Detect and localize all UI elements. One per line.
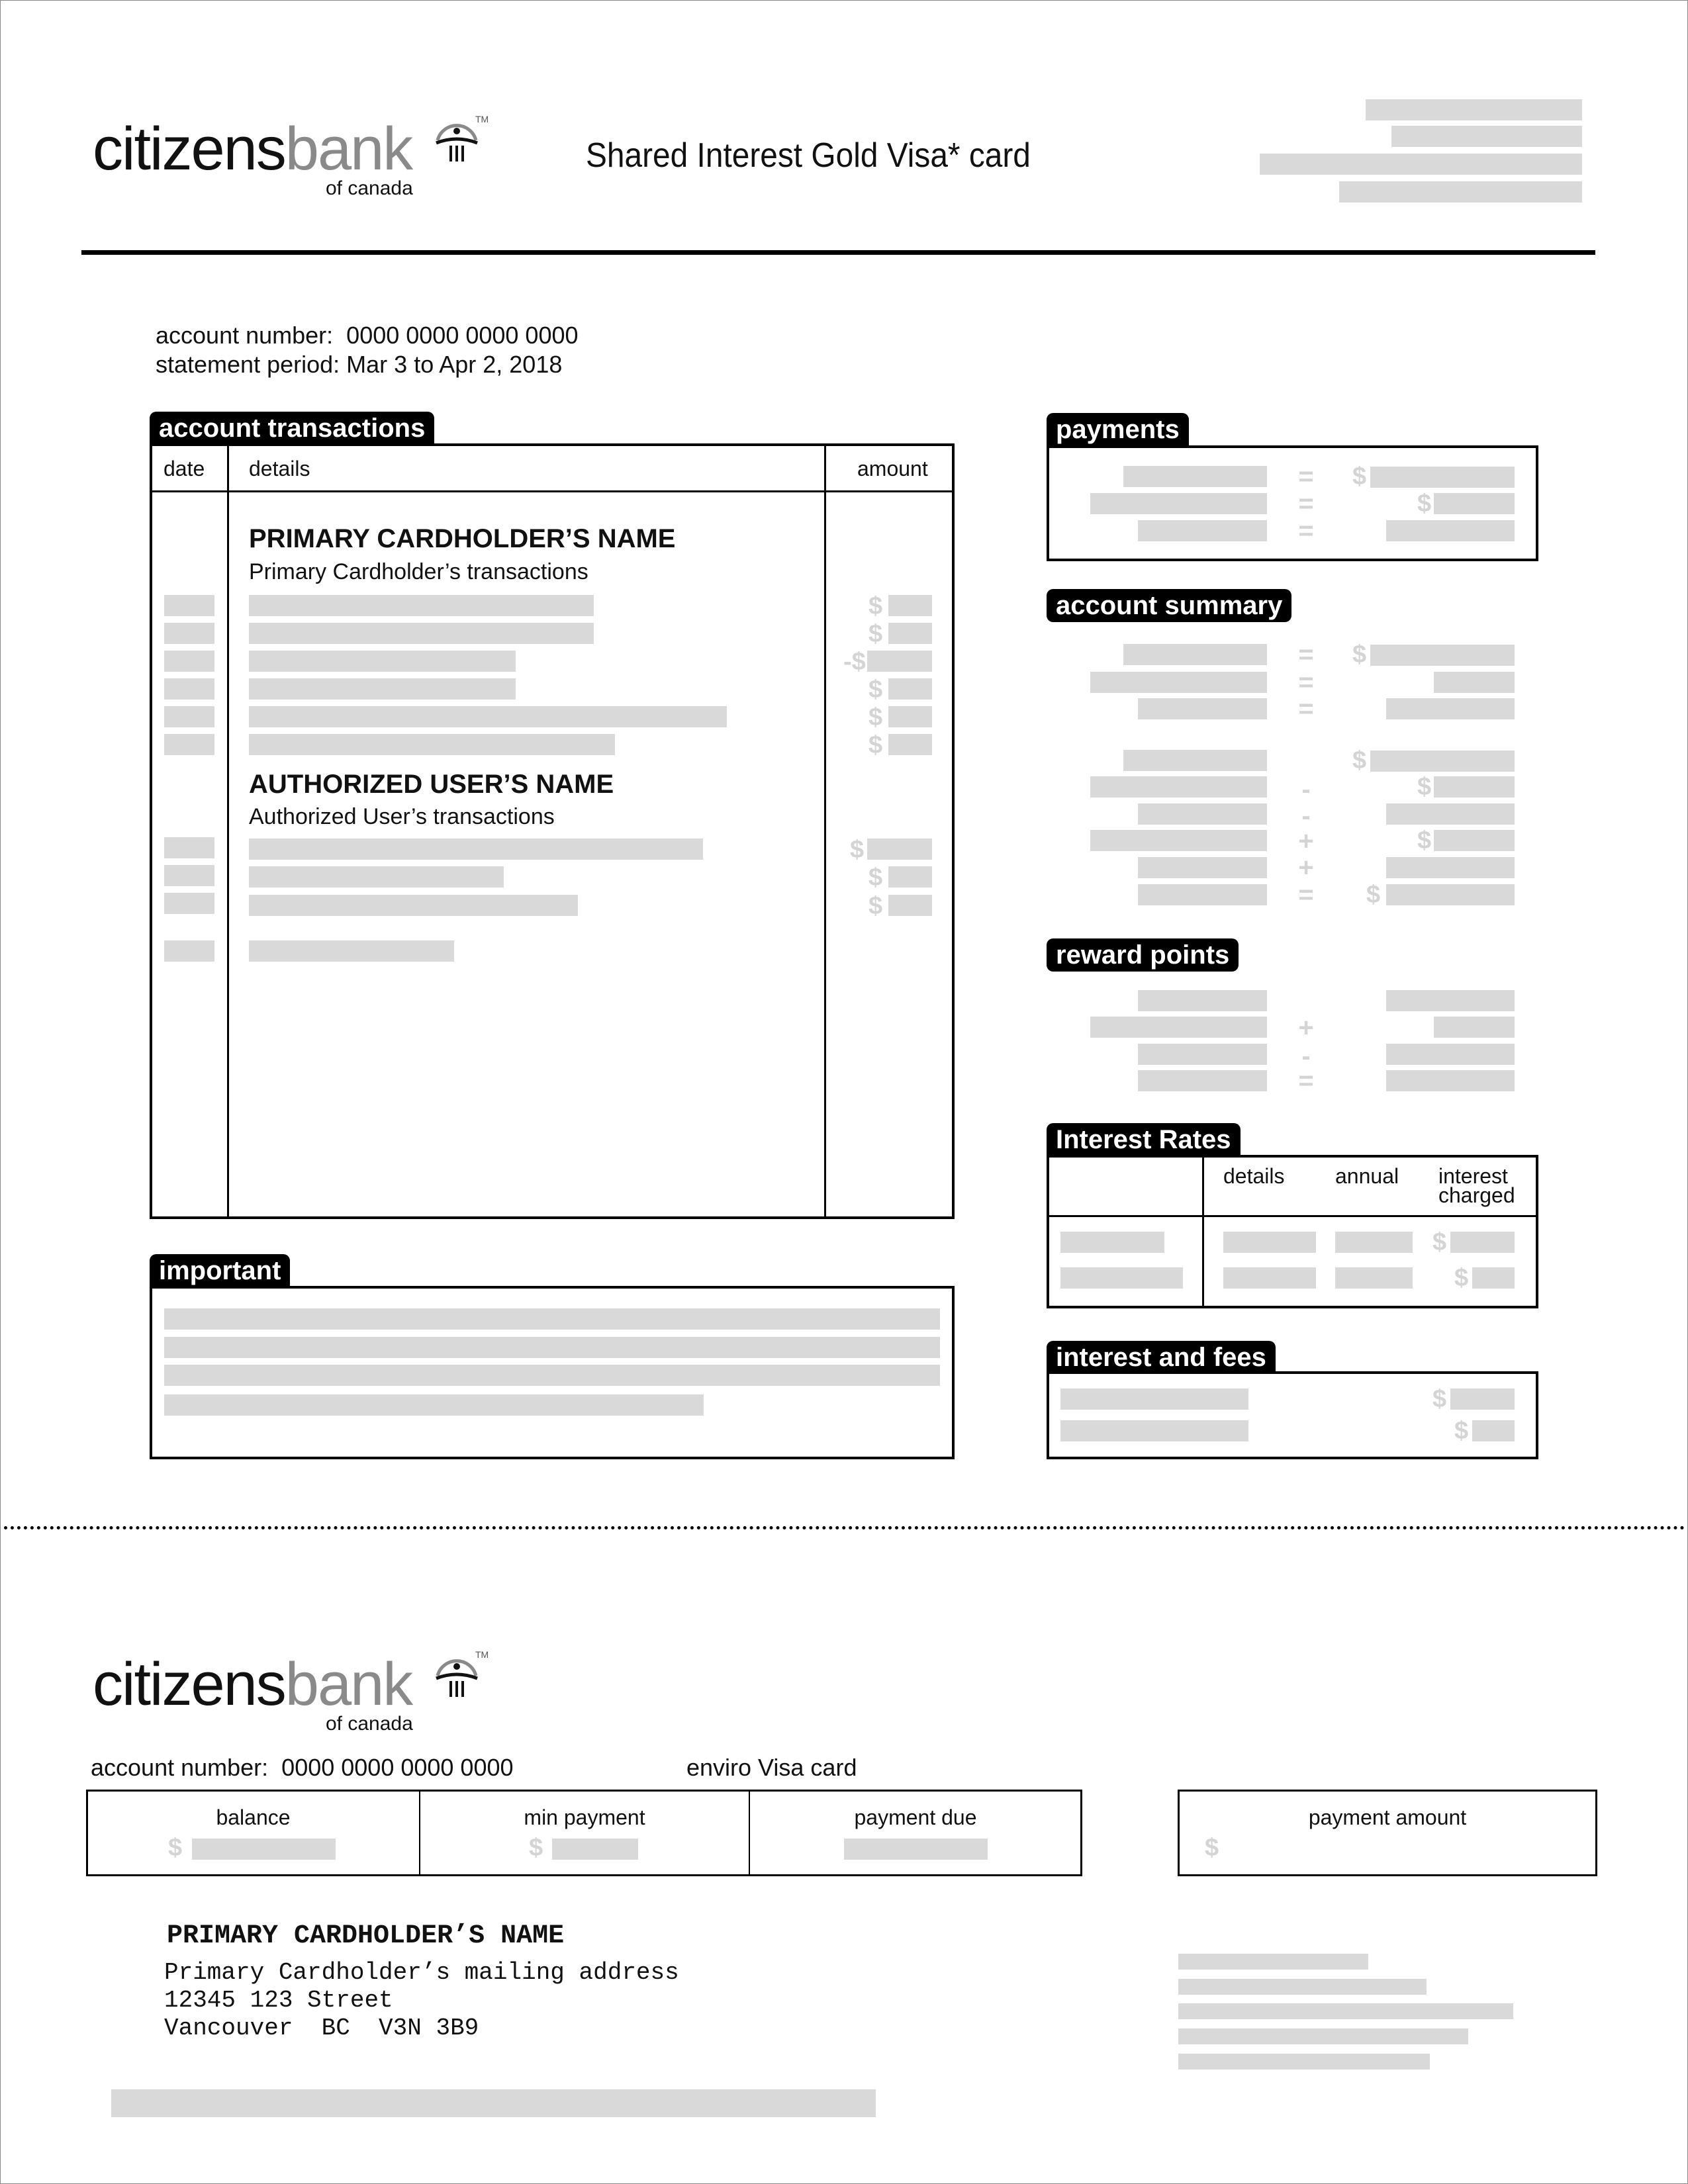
label-placeholder (1138, 520, 1267, 541)
remit-address-placeholder (1178, 1979, 1427, 1995)
operator-sign: = (1298, 668, 1314, 697)
dollar-sign: $ (1417, 827, 1432, 854)
bank-logo-stub (93, 1648, 503, 1734)
label-placeholder (1060, 1420, 1248, 1441)
primary-cardholder-subtitle: Primary Cardholder’s transactions (249, 559, 588, 584)
remit-address-placeholder (1178, 1954, 1368, 1970)
balance-placeholder (192, 1839, 336, 1860)
label-placeholder (1060, 1267, 1183, 1289)
value-placeholder (1434, 776, 1515, 797)
label-placeholder (1123, 644, 1267, 665)
min-payment-placeholder (552, 1839, 638, 1860)
operator-sign: + (1298, 827, 1314, 856)
dollar-sign: $ (868, 731, 883, 759)
details-placeholder (249, 651, 516, 672)
value-placeholder (1434, 672, 1515, 693)
dollar-sign: $ (1352, 463, 1367, 490)
card-title: Shared Interest Gold Visa* card (586, 136, 1031, 175)
details-placeholder (249, 678, 516, 700)
header-placeholder (1366, 99, 1582, 120)
statement-period-line (156, 351, 562, 379)
tear-off-line (4, 1526, 1685, 1529)
operator-sign: = (1298, 640, 1314, 669)
label-placeholder (1060, 1388, 1248, 1410)
dome-pillars-icon (434, 118, 480, 167)
value-placeholder (1434, 1017, 1515, 1038)
dollar-sign: $ (868, 592, 883, 620)
operator-sign: + (1298, 853, 1314, 882)
date-placeholder (164, 940, 214, 962)
column-header-interest: interest (1438, 1164, 1508, 1188)
details-placeholder (249, 623, 594, 644)
dollar-sign: $ (868, 676, 883, 704)
tab-reward-points: reward points (1047, 938, 1239, 972)
label-placeholder (1138, 1044, 1267, 1065)
value-placeholder (1386, 884, 1515, 905)
details-placeholder (249, 839, 703, 860)
negative-dollar-sign: -$ (843, 648, 866, 676)
value-placeholder (1370, 645, 1515, 666)
tab-payments: payments (1047, 413, 1189, 446)
amount-placeholder (888, 734, 932, 755)
amount-placeholder (867, 839, 932, 860)
details-placeholder (249, 595, 594, 616)
logo-word-citizens: citizens (93, 115, 285, 183)
column-header-amount: amount (857, 457, 928, 480)
important-placeholder (164, 1337, 940, 1358)
date-placeholder (164, 595, 214, 616)
logo-word-bank: bank (285, 1651, 412, 1718)
account-number-label: account number: (156, 322, 334, 349)
operator-sign: = (1298, 694, 1314, 723)
value-placeholder (1386, 857, 1515, 878)
remit-address-placeholder (1178, 2003, 1513, 2019)
authorized-user-name: AUTHORIZED USER’S NAME (249, 770, 614, 799)
authorized-user-subtitle: Authorized User’s transactions (249, 804, 555, 829)
account-number-value: 0000 0000 0000 0000 (346, 322, 579, 349)
tab-interest-rates: Interest Rates (1047, 1123, 1241, 1156)
amount-placeholder (888, 895, 932, 916)
details-placeholder (1223, 1232, 1316, 1253)
operator-sign: - (1301, 775, 1311, 804)
dollar-sign: $ (1454, 1417, 1469, 1445)
balance-label: balance (216, 1805, 291, 1829)
details-placeholder (249, 866, 504, 887)
payment-due-label: payment due (854, 1805, 977, 1829)
date-placeholder (164, 623, 214, 644)
logo-subtitle: of canada (326, 177, 413, 199)
value-placeholder (1370, 467, 1515, 488)
annual-placeholder (1335, 1267, 1413, 1289)
label-placeholder (1138, 990, 1267, 1011)
value-placeholder (1386, 990, 1515, 1011)
date-column-divider (227, 445, 229, 1218)
tab-important: important (150, 1254, 290, 1287)
value-placeholder (1450, 1388, 1515, 1410)
tab-account-summary: account summary (1047, 589, 1291, 622)
dollar-sign: $ (1366, 881, 1381, 909)
dollar-sign: $ (868, 704, 883, 731)
amount-placeholder (888, 866, 932, 887)
payment-due-placeholder (844, 1839, 988, 1860)
interest-placeholder (1472, 1267, 1515, 1289)
amount-placeholder (888, 595, 932, 616)
account-number-line (156, 322, 579, 349)
stub-cell-divider (419, 1790, 420, 1876)
remit-address-placeholder (1178, 2054, 1430, 2070)
label-placeholder (1090, 672, 1267, 693)
transactions-header-rule (151, 490, 953, 492)
operator-sign: - (1301, 801, 1311, 831)
value-placeholder (1386, 1070, 1515, 1091)
primary-cardholder-name: PRIMARY CARDHOLDER’S NAME (249, 524, 676, 553)
label-placeholder (1123, 750, 1267, 771)
stub-cell-divider (749, 1790, 750, 1876)
bank-logo (93, 113, 503, 199)
stub-card-name: enviro Visa card (686, 1754, 857, 1781)
logo-word-citizens: citizens (93, 1651, 285, 1718)
dollar-sign: $ (1352, 641, 1367, 668)
payment-amount-box[interactable] (1178, 1790, 1597, 1876)
remit-address-placeholder (1178, 2028, 1468, 2044)
date-placeholder (164, 865, 214, 886)
details-placeholder (1223, 1267, 1316, 1289)
label-placeholder (1138, 1070, 1267, 1091)
mailing-name: PRIMARY CARDHOLDER’S NAME (167, 1921, 565, 1951)
amount-placeholder (888, 706, 932, 727)
label-placeholder (1090, 830, 1267, 851)
value-placeholder (1386, 1044, 1515, 1065)
column-header-annual: annual (1335, 1164, 1399, 1188)
mailing-line-3: Vancouver BC V3N 3B9 (164, 2015, 479, 2042)
min-payment-label: min payment (524, 1805, 645, 1829)
stub-account-number-value: 0000 0000 0000 0000 (281, 1754, 514, 1781)
value-placeholder (1434, 493, 1515, 514)
logo-trademark: TM (475, 114, 489, 124)
header-placeholder (1391, 126, 1582, 147)
equals-sign: = (1298, 1066, 1314, 1095)
statement-period-label: statement period: (156, 351, 340, 378)
label-placeholder (1138, 803, 1267, 825)
equals-sign: = (1298, 489, 1314, 518)
label-placeholder (1138, 884, 1267, 905)
mailing-line-2: 12345 123 Street (164, 1987, 393, 2014)
interest-placeholder (1450, 1232, 1515, 1253)
dollar-sign: $ (868, 864, 883, 891)
dollar-sign: $ (1417, 773, 1432, 801)
date-placeholder (164, 893, 214, 914)
label-placeholder (1123, 466, 1267, 487)
stub-summary-box (86, 1790, 1082, 1876)
tab-account-transactions: account transactions (150, 412, 434, 445)
value-placeholder (1386, 803, 1515, 825)
dollar-sign: $ (1205, 1834, 1219, 1862)
amount-placeholder (867, 651, 932, 672)
plus-sign: + (1298, 1013, 1314, 1042)
important-placeholder (164, 1394, 704, 1416)
operator-sign: = (1298, 880, 1314, 909)
statement-period-value: Mar 3 to Apr 2, 2018 (346, 351, 563, 378)
logo-trademark: TM (475, 1649, 489, 1660)
label-placeholder (1060, 1232, 1164, 1253)
date-placeholder (164, 651, 214, 672)
column-header-details: details (249, 457, 310, 480)
value-placeholder (1386, 698, 1515, 719)
equals-sign: = (1298, 462, 1314, 491)
label-placeholder (1138, 698, 1267, 719)
label-placeholder (1090, 776, 1267, 797)
column-header-charged: charged (1438, 1183, 1515, 1207)
date-placeholder (164, 678, 214, 700)
tab-interest-and-fees: interest and fees (1047, 1341, 1276, 1374)
logo-subtitle: of canada (326, 1713, 413, 1735)
equals-sign: = (1298, 516, 1314, 545)
important-placeholder (164, 1365, 940, 1386)
stub-account-number-label: account number: (91, 1754, 269, 1781)
stub-account-number-line (91, 1754, 514, 1782)
details-placeholder (249, 940, 454, 962)
header-rule (81, 250, 1595, 255)
dome-pillars-icon (434, 1653, 480, 1703)
dollar-sign: $ (850, 836, 865, 864)
date-placeholder (164, 837, 214, 858)
dollar-sign: $ (1417, 490, 1432, 518)
logo-wordmark (93, 113, 412, 185)
column-header-date: date (164, 457, 205, 480)
details-placeholder (249, 734, 615, 755)
dollar-sign: $ (868, 892, 883, 920)
dollar-sign: $ (1352, 747, 1367, 774)
amount-placeholder (888, 623, 932, 644)
amount-placeholder (888, 678, 932, 700)
dollar-sign: $ (868, 620, 883, 648)
value-placeholder (1386, 520, 1515, 541)
mailing-line-1: Primary Cardholder’s mailing address (164, 1959, 679, 1986)
date-placeholder (164, 706, 214, 727)
column-header-details: details (1223, 1164, 1285, 1188)
interest-rates-header-rule (1048, 1215, 1537, 1217)
payment-amount-label: payment amount (1308, 1805, 1467, 1829)
date-placeholder (164, 734, 214, 755)
value-placeholder (1434, 830, 1515, 851)
label-placeholder (1090, 1017, 1267, 1038)
important-placeholder (164, 1308, 940, 1330)
dollar-sign: $ (1454, 1264, 1469, 1292)
header-placeholder (1260, 154, 1582, 175)
logo-word-bank: bank (285, 115, 412, 183)
value-placeholder (1472, 1420, 1515, 1441)
annual-placeholder (1335, 1232, 1413, 1253)
details-placeholder (249, 895, 578, 916)
minus-sign: - (1301, 1042, 1311, 1071)
header-placeholder (1339, 181, 1582, 203)
amount-column-divider (824, 445, 826, 1218)
logo-wordmark (93, 1648, 412, 1721)
value-placeholder (1370, 751, 1515, 772)
label-placeholder (1138, 857, 1267, 878)
label-placeholder (1090, 493, 1267, 514)
details-placeholder (249, 706, 727, 727)
dollar-sign: $ (529, 1834, 543, 1862)
dollar-sign: $ (1432, 1228, 1447, 1256)
interest-rates-divider (1202, 1156, 1204, 1307)
dollar-sign: $ (168, 1834, 183, 1862)
barcode-placeholder (111, 2089, 876, 2117)
dollar-sign: $ (1432, 1385, 1447, 1413)
interest-and-fees-box (1047, 1371, 1538, 1459)
